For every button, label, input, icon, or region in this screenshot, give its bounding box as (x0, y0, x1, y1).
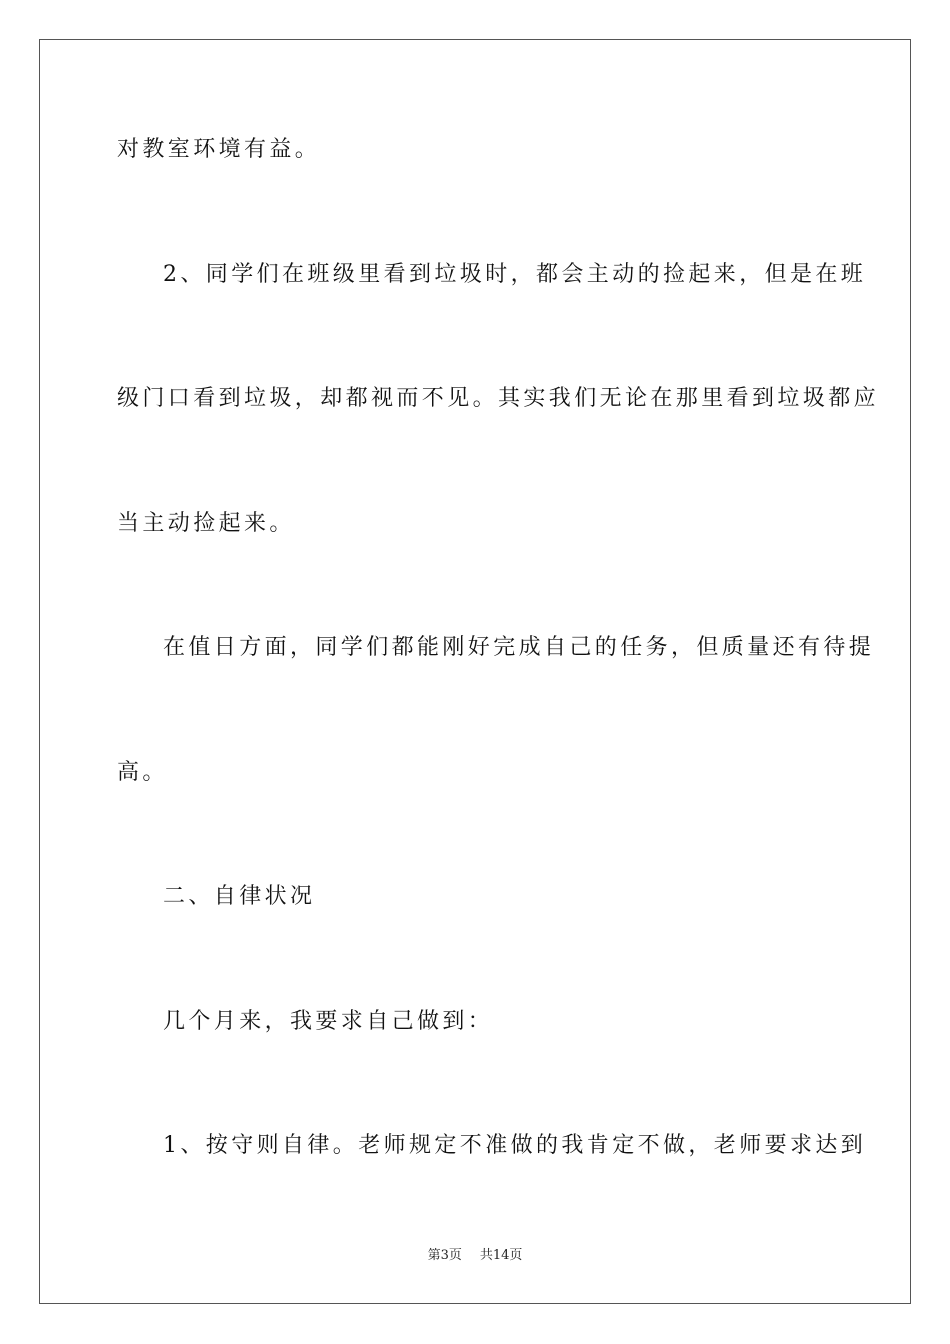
section-heading: 二、自律状况 (163, 884, 316, 909)
text-line: 在值日方面，同学们都能刚好完成自己的任务，但质量还有待提 (163, 635, 875, 660)
text-line: 1、按守则自律。老师规定不准做的我肯定不做，老师要求达到 (163, 1133, 867, 1158)
page-footer (0, 1247, 950, 1265)
text-line: 级门口看到垃圾，却都视而不见。其实我们无论在那里看到垃圾都应 (117, 386, 880, 411)
text-line: 几个月来，我要求自己做到： (163, 1009, 494, 1034)
page-number: 第3页 (427, 1248, 462, 1263)
text-line: 2、同学们在班级里看到垃圾时，都会主动的捡起来，但是在班 (163, 262, 867, 287)
text-line: 高。 (117, 760, 168, 785)
total-pages: 共14页 (479, 1248, 523, 1263)
text-line: 当主动捡起来。 (117, 511, 295, 536)
page-border (39, 39, 911, 1304)
text-line: 对教室环境有益。 (117, 137, 321, 162)
